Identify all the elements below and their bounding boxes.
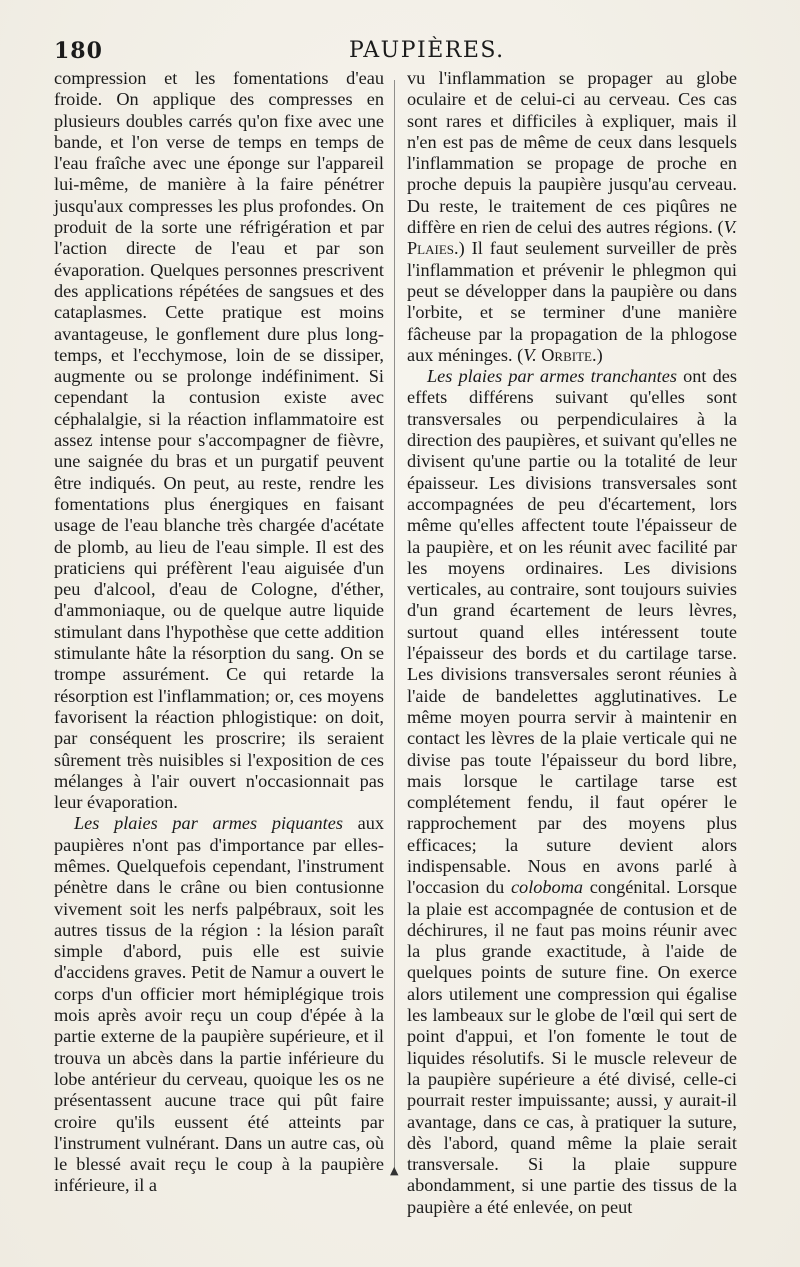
- right-text-4: ont des effets différens suivant qu'elles sont transversales ou perpendiculaires à la direction des paupières, et suivant qu'elles ne divisent qu'une partie ou la totalité de leur épaisseur. Les divisions transversales sont accompagnées de peu d'écartement, lors même qu'elles affectent toute l'épaisseur de la paupière, et on les réunit avec facilité par les moyens ordinaires. Les divisions verticales, au contraire, sont toujours suivies d'un grand écartement de leurs lèvres, surtout quand elles intéressent toute l'épaisseur des bords et du cartilage tarse. Les divisions transversales seront réunies à l'aide de bandelettes agglutinatives. Le même moyen pourra servir à maintenir en contact les lèvres de la plaie verticale qui ne divise pas toute l'épaisseur du bord libre, mais lorsque le cartilage tarse est complétement fendu, il faut opérer le rapprochement par des moyens plus efficaces; la suture devient alors indispensable. Nous en avons parlé à l'occasion du: [407, 366, 737, 898]
- page-number: 180: [54, 38, 103, 64]
- cross-ref-v-1: V.: [723, 217, 737, 238]
- cross-ref-v-2: V.: [523, 344, 537, 365]
- term-coloboma: coloboma: [510, 877, 584, 898]
- column-rule-ornament: ▲: [390, 1164, 399, 1177]
- left-paragraph-plaies-piquantes: [54, 813, 384, 1196]
- left-column: [54, 68, 384, 1197]
- left-paragraph-body: aux paupières n'ont pas d'importance par elles-mêmes. Quelquefois cependant, l'instrument pénètre dans le crâne ou bien contusionne vivement soit les nerfs palpébraux, soit les autres tissus de la région : la lésion paraît simple d'abord, puis elle est suivie d'accidens graves. Petit de Namur a ouvert le corps d'un officier mort hémiplégique trois mois après avoir reçu un coup d'épée à la partie externe de la paupière supérieure, et il trouva un abcès dans la partie inférieure du lobe antérieur du cerveau, quoique les os ne présentassent aucune trace qui pût faire croire qu'ils eussent été atteints par l'instrument vulnérant. Dans un autre cas, où le blessé avait reçu le coup à la paupière inférieure, il a: [54, 813, 385, 1196]
- right-text-5: congénital. Lorsque la plaie est accompagnée de contusion et de déchirures, il ne faut pas moins réunir avec la plus grande exactitude, à l'aide de quelques points de suture fine. On exerce alors utilement une compression qui égalise les lambeaux sur le globe de l'œil qui sert de point d'appui, et l'on fomente le tout de liquides résolutifs. Si le muscle releveur de la paupière supérieure a été divisé, celle-ci pourrait rester impuissante; aussi, y aurait-il avantage, dans ce cas, à pratiquer la suture, dès l'abord, quand même la plaie serait transversale. Si la plaie suppure abondamment, si une partie des tissus de la paupière a été enlevée, on peut: [407, 877, 737, 1217]
- right-text-2: ) Il faut seulement surveiller de près l'inflammation et prévenir le phlegmon qui peut se développer dans la paupière ou dans l'orbite, et se terminer d'une manière fâcheuse par la propagation de la phlogose aux méninges. (: [407, 238, 737, 365]
- right-column: [407, 68, 737, 1218]
- cross-ref-plaies: Plaies.: [407, 238, 459, 259]
- section-heading-tranchantes: Les plaies par armes tranchantes: [427, 366, 677, 387]
- section-heading-piquantes: Les plaies par armes piquantes: [74, 813, 343, 834]
- left-paragraph-contusion: compression et les fomentations d'eau froide. On applique des compresses en plusieurs doubles carrés qu'on fixe avec une bande, et l'on verse de temps en temps de l'eau fraîche avec une éponge sur l'appareil lui-même, de manière à la faire pénétrer jusqu'aux compresses les plus profondes. On produit de la sorte une réfrigération et par l'action directe de l'eau et par son évaporation. Quelques personnes prescrivent des applications répétées de sangsues et des cataplasmes. Cette pratique est moins avantageuse, le gonflement dure plus long-temps, et l'ecchymose, loin de se dissiper, augmente ou se prolonge indéfiniment. Si cependant la contusion existe avec céphalalgie, si la réaction inflammatoire est assez intense pour s'accompagner de fièvre, une saignée du bras et un purgatif peuvent être indiqués. On peut, au reste, rendre les fomentations plus énergiques en faisant usage de l'eau blanche très chargée d'acétate de plomb, au lieu de l'eau simple. Il est des praticiens qui préfèrent l'eau aiguisée d'un peu d'alcool, d'eau de Cologne, d'éther, d'ammoniaque, ou de quelque autre liquide stimulant dans l'hypothèse que cette addition stimulante hâte la résorption du sang. On se trompe assurément. Ce qui retarde la résorption est l'inflammation; or, ces moyens favorisent la réaction phlogistique: on doit, par conséquent les proscrire; ils seraient sûrement très nuisibles si l'exposition de ces mélanges à l'air ouvert n'occasionnait pas leur évaporation.: [54, 68, 384, 813]
- right-paragraph-plaies-tranchantes: [407, 366, 737, 1218]
- right-text-1: vu l'inflammation se propager au globe oculaire et de celui-ci au cerveau. Ces cas sont rares et difficiles à expliquer, mais il n'en est pas de même de ceux dans lesquels l'inflammation se propage de proche en proche depuis la paupière jusqu'au cerveau. Du reste, le traitement de ces piqûres ne diffère en rien de celui des autres régions. (: [407, 68, 737, 238]
- right-paragraph-continuation: [407, 68, 737, 366]
- cross-ref-orbite: Orbite.: [541, 344, 597, 365]
- running-head: [54, 38, 740, 68]
- column-rule: [394, 80, 395, 1170]
- right-text-3: ): [596, 344, 603, 365]
- running-title: PAUPIÈRES.: [349, 38, 505, 63]
